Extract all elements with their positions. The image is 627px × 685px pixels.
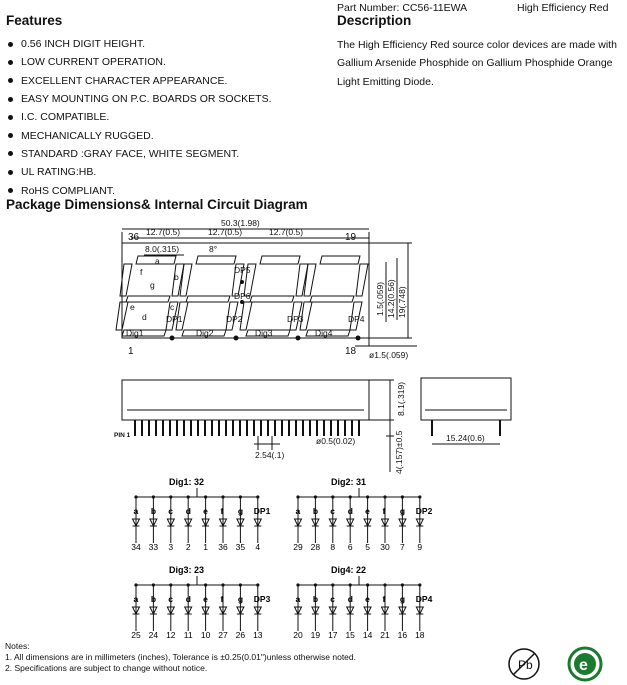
note-1: 1. All dimensions are in millimeters (inches), Tolerance is ±0.25(0.01")unless otherwise noted.	[5, 652, 356, 662]
dim-14-2: 14.2(0.56)	[386, 279, 396, 318]
pin-number: 4	[255, 542, 261, 552]
pin-number: 14	[362, 630, 373, 640]
svg-text:e: e	[579, 657, 588, 674]
pin-19-label: 19	[345, 232, 357, 243]
segment-f: f	[140, 267, 143, 277]
dim-total: 50.3(1.98)	[221, 218, 260, 228]
pin-number: 16	[397, 630, 408, 640]
junction-dot	[418, 495, 421, 498]
dim-15-24: 15.24(0.6)	[446, 433, 485, 443]
dim-hole: ø1.5(.059)	[369, 350, 409, 360]
segment-label: DP1	[253, 506, 271, 516]
note-2: 2. Specifications are subject to change without notice.	[5, 663, 208, 673]
pin-number: 3	[168, 542, 174, 552]
dp-dot	[240, 280, 244, 284]
segment-label: c	[168, 506, 174, 516]
segment-b: b	[174, 272, 179, 282]
pin-number: 6	[347, 542, 353, 552]
segment-label: c	[330, 506, 336, 516]
segment-label: DP4	[415, 594, 433, 604]
dim-4: 4(.157)±0.5	[394, 430, 404, 474]
end-view-body	[421, 378, 511, 420]
junction-dot	[152, 495, 155, 498]
pin-1-label: 1	[128, 346, 134, 357]
digit-circuit	[293, 565, 432, 640]
digit-common-label: Dig2: 31	[331, 477, 367, 487]
pin1-side-label: PIN 1	[114, 432, 131, 439]
package-title: Package Dimensions& Internal Circuit Diagram	[6, 197, 308, 212]
notes-title: Notes:	[5, 641, 30, 651]
junction-dot	[239, 583, 242, 586]
junction-dot	[296, 495, 299, 498]
segment-e: e	[130, 302, 135, 312]
feature-item: EXCELLENT CHARACTER APPEARANCE.	[8, 72, 272, 90]
pin-number: 18	[415, 630, 425, 640]
dp-dot	[296, 336, 301, 341]
segment-label: g	[399, 506, 406, 516]
segment-label: b	[312, 594, 319, 604]
junction-dot	[418, 583, 421, 586]
side-view-body	[122, 380, 369, 420]
pin-18-label: 18	[345, 346, 357, 357]
digit-circuit	[131, 477, 270, 552]
circuit-diagram	[0, 470, 627, 640]
segment-label: f	[382, 594, 386, 604]
notes	[5, 641, 356, 674]
segment-label: g	[237, 594, 244, 604]
junction-dot	[187, 495, 190, 498]
junction-dot	[296, 583, 299, 586]
feature-item: RoHS COMPLIANT.	[8, 181, 272, 199]
pin-number: 29	[293, 542, 303, 552]
dp-dot	[356, 336, 361, 341]
dig2-label: Dig2	[196, 328, 214, 338]
junction-dot	[204, 495, 207, 498]
rohs-e-icon	[569, 648, 601, 680]
segment-label: f	[220, 506, 224, 516]
digit-common-label: Dig3: 23	[169, 565, 205, 575]
digit-circuit	[131, 565, 270, 640]
feature-item: UL RATING:HB.	[8, 163, 272, 181]
pin-number: 10	[200, 630, 211, 640]
pin-number: 26	[235, 630, 246, 640]
segment-label: e	[203, 506, 208, 516]
digit-common-label: Dig4: 22	[331, 565, 367, 575]
pin-number: 12	[166, 630, 176, 640]
segment-label: a	[133, 594, 139, 604]
pin-number: 20	[293, 630, 303, 640]
segment-label: c	[330, 594, 336, 604]
dig1-label: Dig1	[126, 328, 144, 338]
segment-label: d	[347, 594, 353, 604]
dig4-label: Dig4	[315, 328, 333, 338]
segment-label: f	[382, 506, 386, 516]
junction-dot	[331, 495, 334, 498]
segment-label: d	[347, 506, 353, 516]
part-number: Part Number: CC56-11EWA	[337, 2, 468, 14]
segment-label: a	[133, 506, 139, 516]
angle-label: 8°	[209, 244, 218, 254]
dp1-label: DP1	[166, 314, 183, 324]
pin-number: 36	[218, 542, 228, 552]
segment-label: g	[399, 594, 406, 604]
junction-dot	[134, 583, 137, 586]
segment-label: b	[150, 506, 157, 516]
segment-label: g	[237, 506, 244, 516]
pb-free-icon	[509, 649, 539, 679]
segment-label: f	[220, 594, 224, 604]
junction-dot	[239, 495, 242, 498]
junction-dot	[204, 583, 207, 586]
segment-label: d	[185, 594, 191, 604]
junction-dot	[383, 583, 386, 586]
dp-dot	[234, 336, 239, 341]
pin-number: 13	[253, 630, 263, 640]
junction-dot	[349, 583, 352, 586]
dp5-label: DP5	[234, 265, 251, 275]
description-text: The High Efficiency Red source color devices are made with Gallium Arsenide Phosphide on Gallium Phosphide Orange Light Emitting Diode.	[337, 39, 617, 88]
dig3-label: Dig3	[255, 328, 273, 338]
pin-number: 17	[328, 630, 338, 640]
junction-dot	[221, 495, 224, 498]
junction-dot	[169, 495, 172, 498]
junction-dot	[383, 495, 386, 498]
pin-number: 19	[310, 630, 321, 640]
dim-1-5: 1.5(.059)	[375, 281, 385, 316]
segment-label: e	[365, 506, 370, 516]
pin-number: 8	[330, 542, 336, 552]
dim-pitch-2: 12.7(0.5)	[208, 227, 243, 237]
dim-pitch-1: 12.7(0.5)	[146, 227, 181, 237]
feature-item: 0.56 INCH DIGIT HEIGHT.	[8, 35, 272, 53]
dp6-label: DP6	[234, 291, 251, 301]
segment-label: DP2	[415, 506, 433, 516]
pin-number: 33	[148, 542, 159, 552]
dp4-label: DP4	[348, 314, 365, 324]
segment-a: a	[155, 256, 160, 266]
color-label: High Efficiency Red	[517, 2, 609, 14]
pin-number: 7	[400, 542, 405, 552]
segment-label: e	[365, 594, 370, 604]
dim-8: 8.0(.315)	[145, 244, 180, 254]
digit-common-label: Dig1: 32	[169, 477, 205, 487]
pin-number: 34	[131, 542, 141, 552]
junction-dot	[152, 583, 155, 586]
segment-d: d	[142, 312, 147, 322]
dim-pitch-3: 12.7(0.5)	[269, 227, 304, 237]
junction-dot	[314, 495, 317, 498]
features-title: Features	[6, 13, 63, 28]
junction-dot	[314, 583, 317, 586]
junction-dot	[331, 583, 334, 586]
compliance-logos	[505, 645, 623, 683]
feature-item: LOW CURRENT OPERATION.	[8, 53, 272, 71]
svg-text:Pb: Pb	[518, 658, 533, 672]
junction-dot	[401, 583, 404, 586]
junction-dot	[169, 583, 172, 586]
segment-label: e	[203, 594, 208, 604]
segment-label: a	[295, 506, 301, 516]
pin-number: 30	[380, 542, 390, 552]
pin-number: 11	[183, 630, 193, 640]
feature-item: EASY MOUNTING ON P.C. BOARDS OR SOCKETS.	[8, 90, 272, 108]
pin-number: 24	[148, 630, 159, 640]
segment-label: DP3	[253, 594, 271, 604]
dim-8-1: 8.1(.319)	[396, 381, 406, 416]
pin-number: 25	[131, 630, 141, 640]
pin-number: 27	[218, 630, 228, 640]
junction-dot	[187, 583, 190, 586]
junction-dot	[366, 495, 369, 498]
digit-circuit	[293, 477, 432, 552]
dp3-label: DP3	[287, 314, 304, 324]
segment-label: a	[295, 594, 301, 604]
feature-item: I.C. COMPATIBLE.	[8, 108, 272, 126]
pin-number: 21	[380, 630, 390, 640]
description-title: Description	[337, 13, 412, 28]
segment-g: g	[150, 280, 155, 290]
feature-item: MECHANICALLY RUGGED.	[8, 126, 272, 144]
segment-label: c	[168, 594, 174, 604]
dp-dot	[170, 336, 175, 341]
pin-number: 15	[345, 630, 355, 640]
segment-label: d	[185, 506, 191, 516]
segment-label: b	[150, 594, 157, 604]
dim-pin: ø0.5(0.02)	[316, 436, 356, 446]
pin-number: 9	[417, 542, 423, 552]
segment-c: c	[170, 302, 175, 312]
pin-36-label: 36	[128, 232, 140, 243]
junction-dot	[134, 495, 137, 498]
junction-dot	[256, 583, 259, 586]
dp2-label: DP2	[226, 314, 243, 324]
junction-dot	[349, 495, 352, 498]
feature-item: STANDARD :GRAY FACE, WHITE SEGMENT.	[8, 145, 272, 163]
dim-19: 19(.748)	[397, 286, 407, 318]
segment-label: b	[312, 506, 319, 516]
junction-dot	[366, 583, 369, 586]
junction-dot	[256, 495, 259, 498]
junction-dot	[221, 583, 224, 586]
pin-number: 35	[235, 542, 246, 552]
dim-2-54: 2.54(.1)	[255, 450, 285, 460]
pin-number: 2	[185, 542, 191, 552]
pin-number: 1	[203, 542, 208, 552]
pin-number: 5	[365, 542, 370, 552]
pin-number: 28	[310, 542, 321, 552]
junction-dot	[401, 495, 404, 498]
